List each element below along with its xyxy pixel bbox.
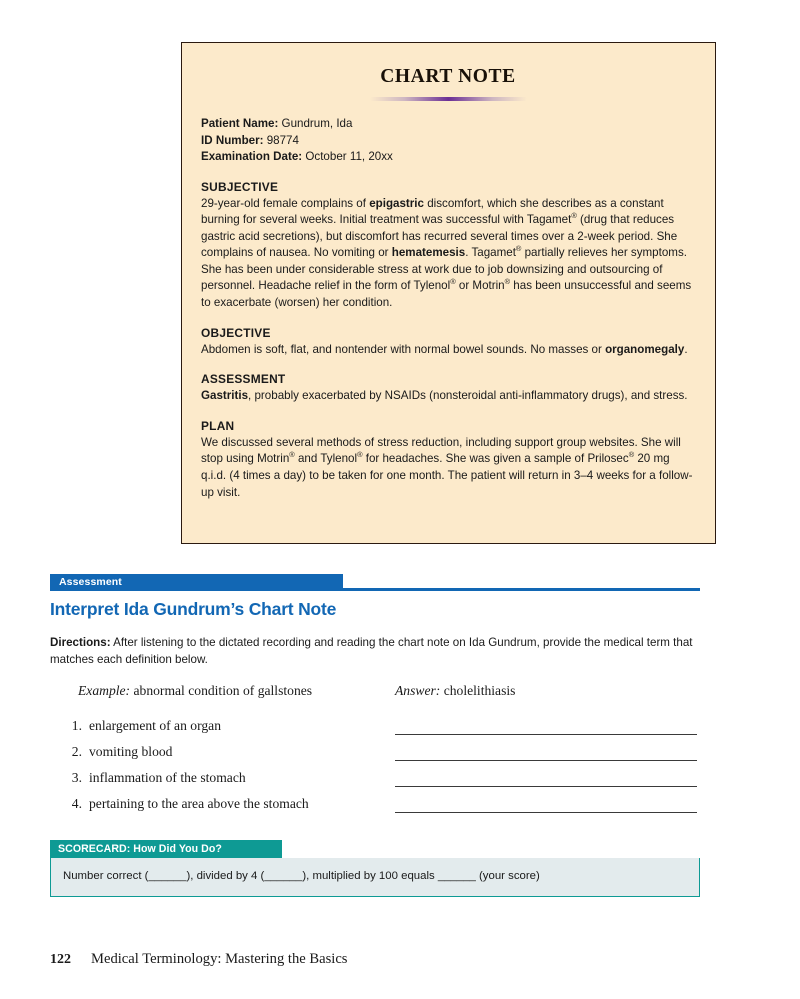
meta-label-id-number: ID Number: bbox=[201, 133, 264, 147]
scorecard-body bbox=[50, 858, 700, 897]
section-heading-assessment: ASSESSMENT bbox=[201, 372, 286, 387]
example-answer-text: cholelithiasis bbox=[443, 683, 516, 698]
question-number: 4. bbox=[71, 796, 82, 811]
directions-body: After listening to the dictated recording and reading the chart note on Ida Gundrum, provide the medical term that matches each definition below. bbox=[50, 636, 693, 666]
assessment-tab-label: Assessment bbox=[59, 576, 122, 588]
meta-label-patient-name: Patient Name: bbox=[201, 117, 279, 130]
chart-note-card bbox=[181, 42, 716, 544]
section-objective bbox=[201, 326, 695, 359]
question-text: pertaining to the area above the stomach bbox=[89, 796, 309, 811]
scorecard-tab-label: SCORECARD: How Did You Do? bbox=[58, 843, 222, 855]
section-body-plan: We discussed several methods of stress reduction, including support group websites. She will stop using Motrin® and Tylenol® for headaches. She was given a sample of Prilosec® 20 mg q.i.d. (4 times a day) to be taken for one month. The patient will return in 3–4 weeks for a follow-up visit. bbox=[201, 435, 693, 499]
example-answer-label: Answer: bbox=[395, 683, 441, 698]
scorecard-tab bbox=[50, 840, 282, 858]
section-heading-subjective: SUBJECTIVE bbox=[201, 179, 279, 194]
assessment-tab bbox=[50, 574, 343, 591]
page-footer bbox=[50, 950, 347, 968]
meta-label-examination-date: Examination Date: bbox=[201, 150, 303, 163]
question-number: 3. bbox=[71, 770, 82, 785]
answer-blank-line[interactable] bbox=[395, 734, 697, 735]
answer-blank-line[interactable] bbox=[395, 760, 697, 761]
assessment-divider-rule bbox=[343, 588, 700, 591]
meta-row-id-number bbox=[201, 133, 695, 150]
page-title: Interpret Ida Gundrum’s Chart Note bbox=[50, 599, 337, 619]
meta-value-patient-name: Gundrum, Ida bbox=[281, 117, 353, 130]
directions-label: Directions: bbox=[50, 636, 111, 649]
section-body-subjective: 29-year-old female complains of epigastric discomfort, which she describes as a constant burning for several weeks. Initial treatment was successful with Tagamet® (drug that reduces gastric acid secretions), but discomfort has recurred several times over a 2-week period. She complains of nausea. No vomiting or hematemesis. Tagamet® partially relieves her symptoms. She has been under considerable stress at work due to job downsizing and outsourcing of personnel. Headache relief in the form of Tylenol® or Motrin® has been unsuccessful and seems to exacerbate (worsen) her condition. bbox=[201, 196, 692, 310]
section-plan bbox=[201, 419, 695, 501]
example-prompt-text: abnormal condition of gallstones bbox=[133, 683, 313, 698]
question-text: inflammation of the stomach bbox=[89, 770, 246, 785]
page-number: 122 bbox=[50, 952, 71, 967]
scorecard-formula-text: Number correct (______), divided by 4 (______), multiplied by 100 equals ______ (your score) bbox=[63, 870, 540, 882]
decorative-rule bbox=[370, 97, 527, 101]
meta-value-examination-date: October 11, 20xx bbox=[305, 150, 393, 163]
meta-row-examination-date bbox=[201, 149, 695, 166]
scorecard-box bbox=[50, 840, 700, 897]
question-text: vomiting blood bbox=[89, 744, 173, 759]
question-number: 1. bbox=[71, 718, 82, 733]
question-number: 2. bbox=[71, 744, 82, 759]
section-subjective bbox=[201, 180, 695, 312]
section-body-objective: Abdomen is soft, flat, and nontender with normal bowel sounds. No masses or organomegaly. bbox=[201, 342, 688, 356]
directions-text bbox=[50, 635, 700, 668]
question-list bbox=[50, 718, 700, 822]
section-body-assessment: Gastritis, probably exacerbated by NSAIDs (nonsteroidal anti-inflammatory drugs), and stress. bbox=[201, 389, 688, 403]
answer-blank-line[interactable] bbox=[395, 786, 697, 787]
example-label: Example: bbox=[78, 683, 131, 698]
patient-meta bbox=[201, 116, 695, 166]
example-answer bbox=[395, 683, 515, 699]
section-heading-plan: PLAN bbox=[201, 418, 235, 433]
list-item bbox=[50, 744, 700, 770]
list-item bbox=[50, 718, 700, 744]
section-heading-objective: OBJECTIVE bbox=[201, 325, 271, 340]
section-assessment bbox=[201, 372, 695, 405]
meta-row-patient-name bbox=[201, 116, 695, 133]
meta-value-id-number: 98774 bbox=[266, 133, 299, 147]
chart-note-title: CHART NOTE bbox=[380, 66, 516, 87]
example-prompt bbox=[78, 683, 312, 699]
list-item bbox=[50, 770, 700, 796]
answer-blank-line[interactable] bbox=[395, 812, 697, 813]
book-title: Medical Terminology: Mastering the Basics bbox=[91, 951, 348, 967]
assessment-header-bar bbox=[50, 574, 700, 592]
question-text: enlargement of an organ bbox=[89, 718, 221, 733]
list-item bbox=[50, 796, 700, 822]
